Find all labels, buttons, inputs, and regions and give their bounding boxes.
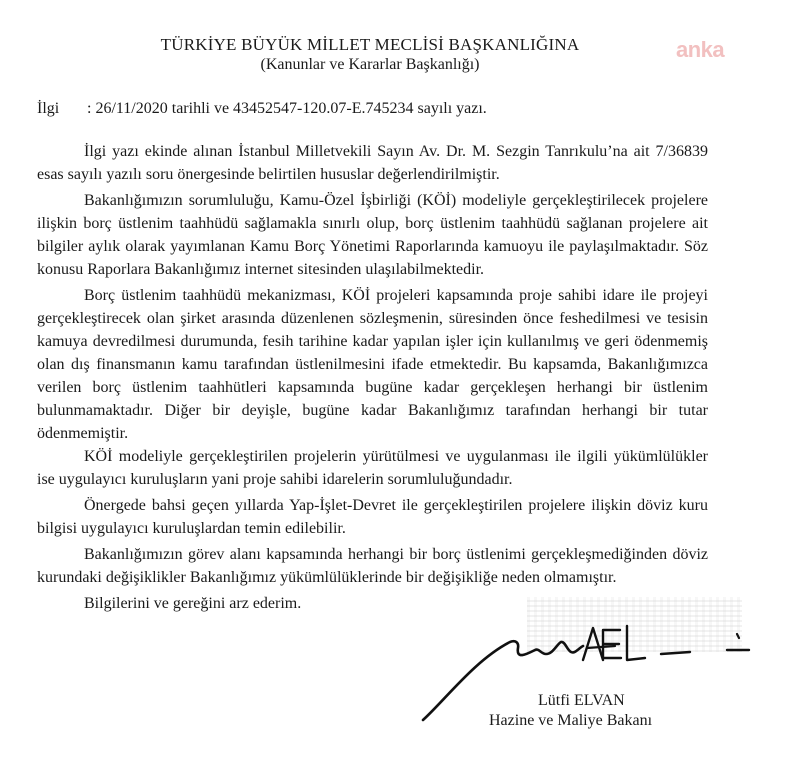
paragraph-6: Bakanlığımızın görev alanı kapsamında herhangi bir borç üstlenimi gerçekleşmediğinden döviz kurundaki değişiklikler Bakanlığımız yükümlülüklerinde bir değişikliğe neden olmamıştır. — [37, 546, 708, 586]
letter-body — [37, 140, 708, 615]
addressee-subtitle: (Kanunlar ve Kararlar Başkanlığı) — [260, 56, 480, 73]
paragraph-5: Önergede bahsi geçen yıllarda Yap-İşlet-Devret ile gerçekleştirilen projelere ilişkin döviz kuru bilgisi uygulayıcı kuruluşlardan temin edilebilir. — [37, 497, 708, 537]
reference-label: İlgi — [37, 100, 60, 117]
anka-watermark: anka — [676, 37, 725, 62]
paragraph-3: Borç üstlenim taahhüdü mekanizması, KÖİ projeleri kapsamında proje sahibi idare ile projeyi gerçekleştirecek olan şirket arasında düzenlenen sözleşmenin, süresinden önce feshedilmesi ve tesisin kamuya devredilmesi durumunda, fesih tarihine kadar yapılan işler için kullanılmış ve geri ödenmemiş olan dış finansmanın kamu tarafından üstlenilmesini ifade etmektedir. Bu kapsamda, Bakanlığımızca verilen borç üstlenim taahhütleri kapsamında bugüne kadar gerçekleşen herhangi bir üstlenim bulunmamaktadır. Diğer bir deyişle, bugüne kadar Bakanlığımız tarafından herhangi bir tutar ödenmemiştir. — [37, 287, 708, 442]
paragraph-1: İlgi yazı ekinde alınan İstanbul Milletvekili Sayın Av. Dr. M. Sezgin Tanrıkulu’na ait 7/36839 esas sayılı yazılı soru önergesinde belirtilen hususlar değerlendirilmiştir. — [37, 143, 708, 183]
signer-title: Hazine ve Maliye Bakanı — [489, 712, 653, 729]
paragraph-2: Bakanlığımızın sorumluluğu, Kamu-Özel İşbirliği (KÖİ) modeliyle gerçekleştirilecek projelere ilişkin borç üstlenim taahhüdü sağlamakla sınırlı olup, borç üstlenim taahhüdü sağlanan projelere ait bilgiler aylık olarak yayımlanan Kamu Borç Yönetimi Raporlarında kamuoyu ile paylaşılmaktadır. Söz konusu Raporlara Bakanlığımız internet sitesinden ulaşılabilmektedir. — [37, 192, 708, 278]
reference-text: : 26/11/2020 tarihli ve 43452547-120.07-E.745234 sayılı yazı. — [87, 100, 487, 117]
signer-name: Lütfi ELVAN — [538, 692, 625, 709]
addressee-title: TÜRKİYE BÜYÜK MİLLET MECLİSİ BAŞKANLIĞINA — [160, 35, 580, 54]
paragraph-4: KÖİ modeliyle gerçekleştirilen projelerin yürütülmesi ve uygulanması ile ilgili yükümlülükler ise uygulayıcı kuruluşların yani proje sahibi idarelerin sorumluluğundadır. — [37, 448, 708, 488]
reference-line — [37, 100, 487, 118]
paragraph-7: Bilgilerini ve gereğini arz ederim. — [84, 595, 302, 612]
